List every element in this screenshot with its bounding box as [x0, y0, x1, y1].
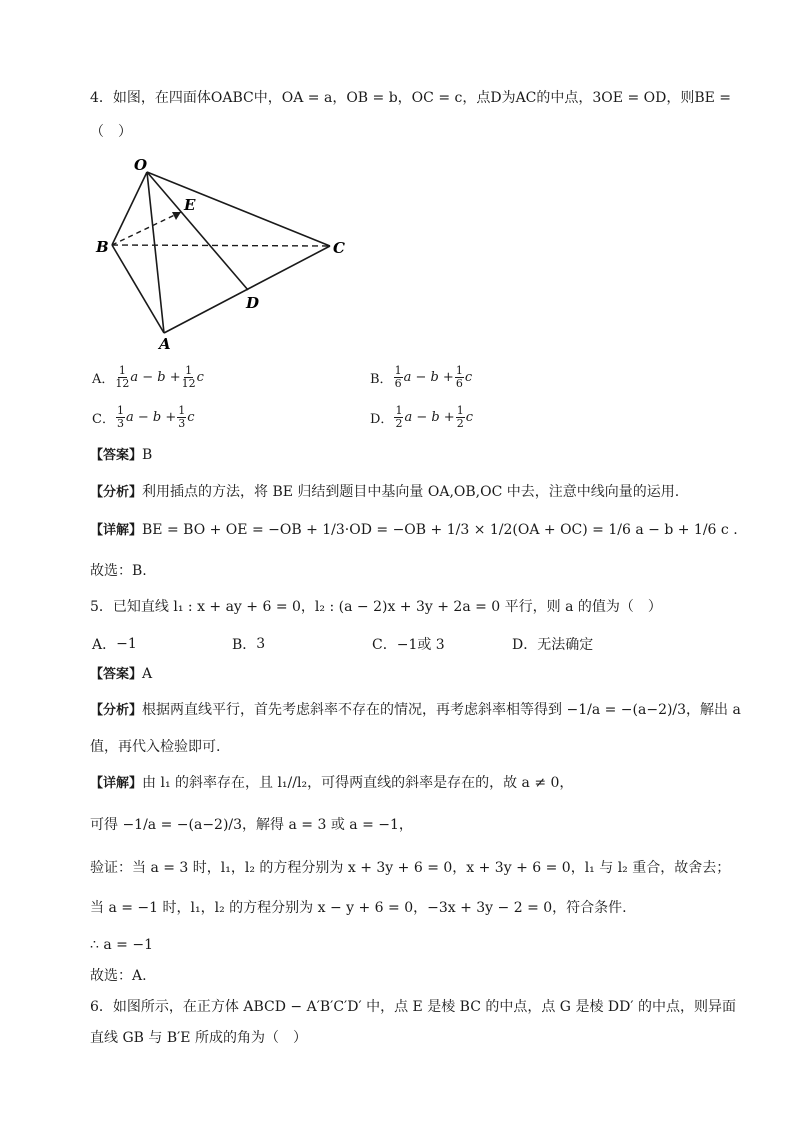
q5-analysis: 【分析】根据两直线平行，首先考虑斜率不存在的情况，再考虑斜率相等得到 −1/a = −(a−2)/3，解出 a [90, 702, 741, 718]
edge-AC [164, 246, 330, 333]
tetrahedron-diagram [90, 150, 370, 350]
q5-detail-4: 当 a = −1 时，l₁，l₂ 的方程分别为 x − y + 6 = 0，−3x + 3y − 2 = 0，符合条件. [90, 900, 627, 916]
edge-BC-hidden [112, 245, 330, 246]
q4-stem: 4．如图，在四面体OABC中，OA = a，OB = b，OC = c，点D为AC的中点，3OE = OD，则BE = [90, 90, 732, 106]
q5-therefore: ∴ a = −1 [90, 937, 153, 953]
label-E: E [184, 196, 196, 214]
q6-stem-cont: 直线 GB 与 B′E 所成的角为（ ） [90, 1030, 307, 1046]
q5-detail-3: 验证：当 a = 3 时，l₁，l₂ 的方程分别为 x + 3y + 6 = 0，x + 3y + 6 = 0，l₁ 与 l₂ 重合，故舍去； [90, 860, 731, 876]
label-C: C [333, 239, 345, 257]
q5-detail: 【详解】由 l₁ 的斜率存在，且 l₁//l₂，可得两直线的斜率是存在的，故 a ≠ 0， [90, 775, 574, 791]
q4-detail: 【详解】BE = BO + OE = −OB + 1/3·OD = −OB + 1/3 × 1/2(OA + OC) = 1/6 a − b + 1/6 c . [90, 522, 738, 538]
q5-conclusion: 故选：A. [90, 968, 147, 984]
edge-OB [112, 172, 147, 245]
q4-choice-d[interactable]: D． $\frac{1}{2}$ a − b + $\frac{1}{2}$ c [370, 404, 473, 430]
q4-answer: 【答案】B [90, 447, 153, 463]
label-O: O [134, 156, 148, 174]
q5-choice-c[interactable]: C． −1或 3 [372, 637, 445, 653]
label-B: B [96, 238, 109, 256]
q4-choice-a[interactable]: A． $\frac{1}{12}$ a − b + $\frac{1}{12}$ c [92, 364, 204, 390]
q4-analysis: 【分析】利用插点的方法，将 BE 归结到题目中基向量 OA,OB,OC 中去，注意中线向量的运用. [90, 484, 680, 500]
edge-OC [147, 172, 330, 246]
q5-answer: 【答案】A [90, 666, 153, 682]
q5-choice-b[interactable]: B． 3 [232, 636, 266, 653]
q4-choice-c[interactable]: C． $\frac{1}{3}$ a − b + $\frac{1}{3}$ c [92, 404, 195, 430]
label-D: D [246, 294, 260, 312]
q4-blank: （ ） [90, 124, 132, 140]
q6-stem: 6．如图所示，在正方体 ABCD − A′B′C′D′ 中，点 E 是棱 BC 的中点，点 G 是棱 DD′ 的中点，则异面 [90, 999, 736, 1015]
segment-BE [112, 212, 181, 245]
q5-detail-2: 可得 −1/a = −(a−2)/3，解得 a = 3 或 a = −1， [90, 817, 413, 833]
q5-choice-d[interactable]: D． 无法确定 [512, 637, 594, 653]
label-A: A [159, 335, 171, 350]
q5-analysis-cont: 值，再代入检验即可. [90, 739, 221, 755]
segment-OD [147, 172, 248, 290]
q4-conclusion: 故选：B. [90, 563, 147, 579]
q5-choice-a[interactable]: A． −1 [92, 636, 137, 653]
q4-choice-b[interactable]: B． $\frac{1}{6}$ a − b + $\frac{1}{6}$ c [370, 364, 473, 390]
q5-stem: 5．已知直线 l₁ : x + ay + 6 = 0，l₂ : (a − 2)x + 3y + 2a = 0 平行，则 a 的值为（ ） [90, 599, 662, 615]
